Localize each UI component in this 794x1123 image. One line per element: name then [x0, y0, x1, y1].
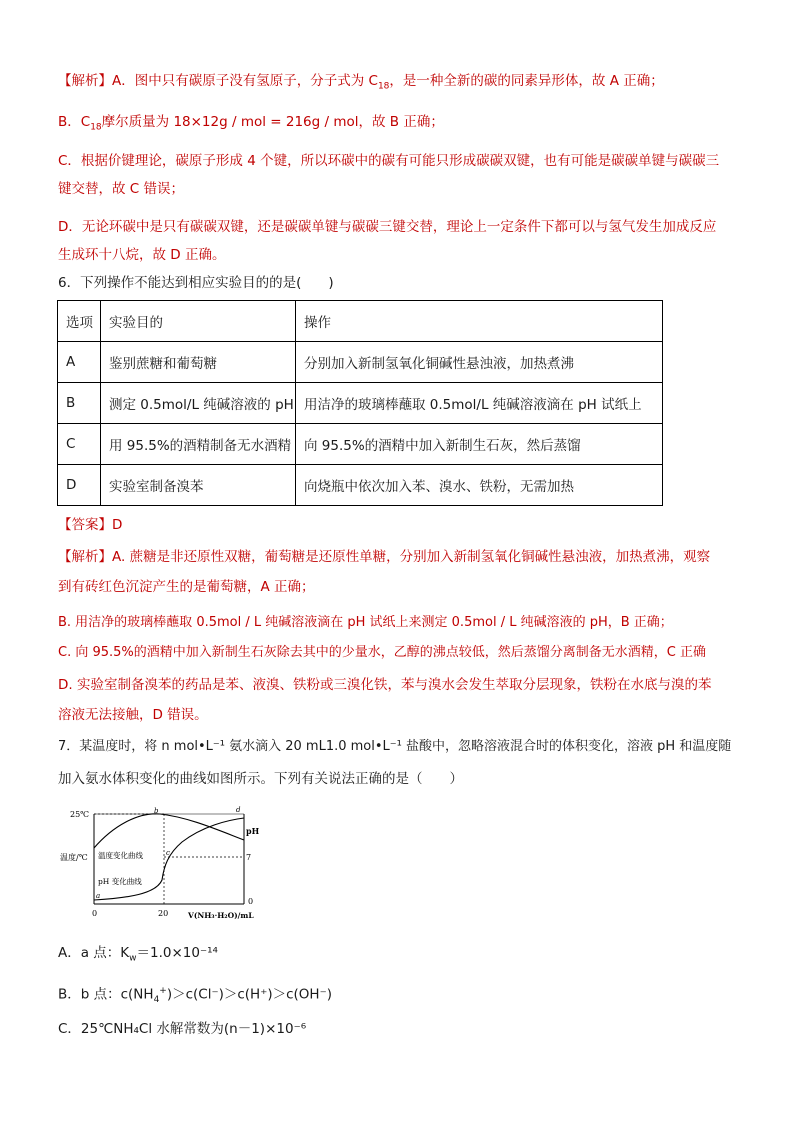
- q6-exp-c: C. 向 95.5%的酒精中加入新制生石灰除去其中的少量水，乙醇的沸点较低，然后蒸馏分离制备无水酒精，C 正确: [58, 645, 706, 660]
- cell-option: A: [58, 342, 101, 383]
- q6-exp-b: B. 用洁净的玻璃棒蘸取 0.5mol / L 纯碱溶液滴在 pH 试纸上来测定 0.5mol / L 纯碱溶液的 pH，B 正确；: [58, 615, 673, 630]
- label-zero-left: 0: [92, 909, 98, 918]
- cell-option: D: [58, 465, 101, 506]
- analysis-d-line1: D．无论环碳中是只有碳碳双键，还是碳碳单键与碳碳三键交替，理论上一定条件下都可以与氢气发生加成反应: [58, 219, 717, 235]
- x-axis-label: V(NH₃·H₂O)/mL: [188, 911, 254, 920]
- point-b: b: [154, 807, 159, 815]
- option-a-end: ＝1.0×10⁻¹⁴: [136, 945, 218, 961]
- header-option: 选项: [58, 301, 101, 342]
- cell-option: C: [58, 424, 101, 465]
- analysis-d-line2: 生成环十八烷，故 D 正确。: [58, 247, 226, 263]
- analysis-c-line1: C．根据价键理论，碳原子形成 4 个键，所以环碳中的碳有可能只形成碳碳双键，也有可能是碳碳单键与碳碳三: [58, 153, 720, 169]
- label-ph: pH: [246, 826, 260, 836]
- cell-operation: 用洁净的玻璃棒蘸取 0.5mol/L 纯碱溶液滴在 pH 试纸上: [296, 383, 663, 424]
- q7-option-b: [58, 980, 332, 1011]
- label-zero-right: 0: [248, 897, 254, 906]
- cell-operation: 向 95.5%的酒精中加入新制生石灰，然后蒸馏: [296, 424, 663, 465]
- cell-purpose: 实验室制备溴苯: [101, 465, 296, 506]
- subscript: 18: [90, 122, 102, 133]
- analysis-c-line2: 键交替，故 C 错误；: [58, 181, 185, 197]
- option-a-text: A．a 点：K: [58, 945, 130, 961]
- q6-answer: [58, 514, 122, 536]
- table-row: [58, 465, 663, 506]
- header-operation: 操作: [296, 301, 663, 342]
- table-row: [58, 383, 663, 424]
- cell-operation: 向烧瓶中依次加入苯、溴水、铁粉，无需加热: [296, 465, 663, 506]
- table-row: [58, 424, 663, 465]
- q6-exp-a1: [58, 546, 710, 568]
- q7-option-a: [58, 942, 218, 970]
- analysis-b-mid: 摩尔质量为 18×12g / mol = 216g / mol: [101, 114, 359, 130]
- cell-option: B: [58, 383, 101, 424]
- cell-purpose: 用 95.5%的酒精制备无水酒精: [101, 424, 296, 465]
- titration-graph: [58, 800, 268, 930]
- temperature-curve: [94, 814, 244, 848]
- analysis-b-text: B．C: [58, 114, 91, 130]
- point-d: d: [236, 806, 241, 814]
- label-7: 7: [246, 853, 252, 862]
- analysis-b-end: ，故 B 正确；: [358, 114, 444, 130]
- q6-exp-a2: 到有砖红色沉淀产生的是葡萄糖，A 正确；: [58, 579, 315, 595]
- titration-figure: [58, 800, 268, 930]
- q6-stem: 6．下列操作不能达到相应实验目的的是( ): [58, 275, 334, 291]
- header-purpose: 实验目的: [101, 301, 296, 342]
- answer-value: D: [112, 517, 123, 533]
- superscript: +: [159, 986, 167, 996]
- table-header-row: [58, 301, 663, 342]
- analysis-tag: 【解析】: [58, 73, 112, 89]
- q7-option-c: C．25℃NH₄Cl 水解常数为(n－1)×10⁻⁶: [58, 1021, 307, 1037]
- q7-stem-line1: 7．某温度时，将 n mol•L⁻¹ 氨水滴入 20 mL1.0 mol•L⁻¹ 盐酸中，忽略溶液混合时的体积变化，溶液 pH 和温度随: [58, 739, 732, 754]
- label-20: 20: [158, 909, 169, 918]
- point-a: a: [96, 892, 101, 900]
- q6-exp-d1: D. 实验室制备溴苯的药品是苯、液溴、铁粉或三溴化铁，苯与溴水会发生萃取分层现象，铁粉在水底与溴的苯: [58, 677, 712, 693]
- q6-exp-d2: 溶液无法接触，D 错误。: [58, 707, 208, 723]
- exp-a1-text: A. 蔗糖是非还原性双糖，葡萄糖是还原性单糖，分别加入新制氢氧化铜碱性悬浊液，加热煮沸，观察: [112, 549, 711, 565]
- table-row: [58, 342, 663, 383]
- subscript: 4: [153, 995, 160, 1006]
- label-25c: 25℃: [70, 810, 90, 819]
- q6-table: [57, 300, 663, 506]
- point-c: c: [166, 849, 170, 857]
- subscript: 18: [377, 81, 390, 92]
- cell-operation: 分别加入新制氢氧化铜碱性悬浊液，加热煮沸: [296, 342, 663, 383]
- option-b-text: B．b 点：c(NH: [58, 986, 154, 1003]
- analysis-a-text: A．图中只有碳原子没有氢原子，分子式为 C: [112, 73, 378, 89]
- cell-purpose: 鉴别蔗糖和葡萄糖: [101, 342, 296, 383]
- exp-tag: 【解析】: [58, 549, 112, 565]
- cell-purpose: 测定 0.5mol/L 纯碱溶液的 pH: [101, 383, 296, 424]
- q7-stem-line2: 加入氨水体积变化的曲线如图所示。下列有关说法正确的是（ ）: [58, 771, 463, 787]
- label-temperature-axis: 温度/℃: [60, 853, 88, 862]
- subscript: w: [129, 953, 137, 964]
- label-temp-curve: 温度变化曲线: [98, 851, 143, 860]
- answer-tag: 【答案】: [58, 517, 112, 533]
- analysis-b: [58, 111, 444, 139]
- label-ph-curve: pH 变化曲线: [98, 877, 142, 886]
- option-b-end: )＞c(Cl⁻)＞c(H⁺)＞c(OH⁻): [166, 986, 332, 1003]
- analysis-a: [58, 70, 664, 98]
- analysis-a-end: ，是一种全新的碳的同素异形体，故 A 正确；: [389, 73, 664, 89]
